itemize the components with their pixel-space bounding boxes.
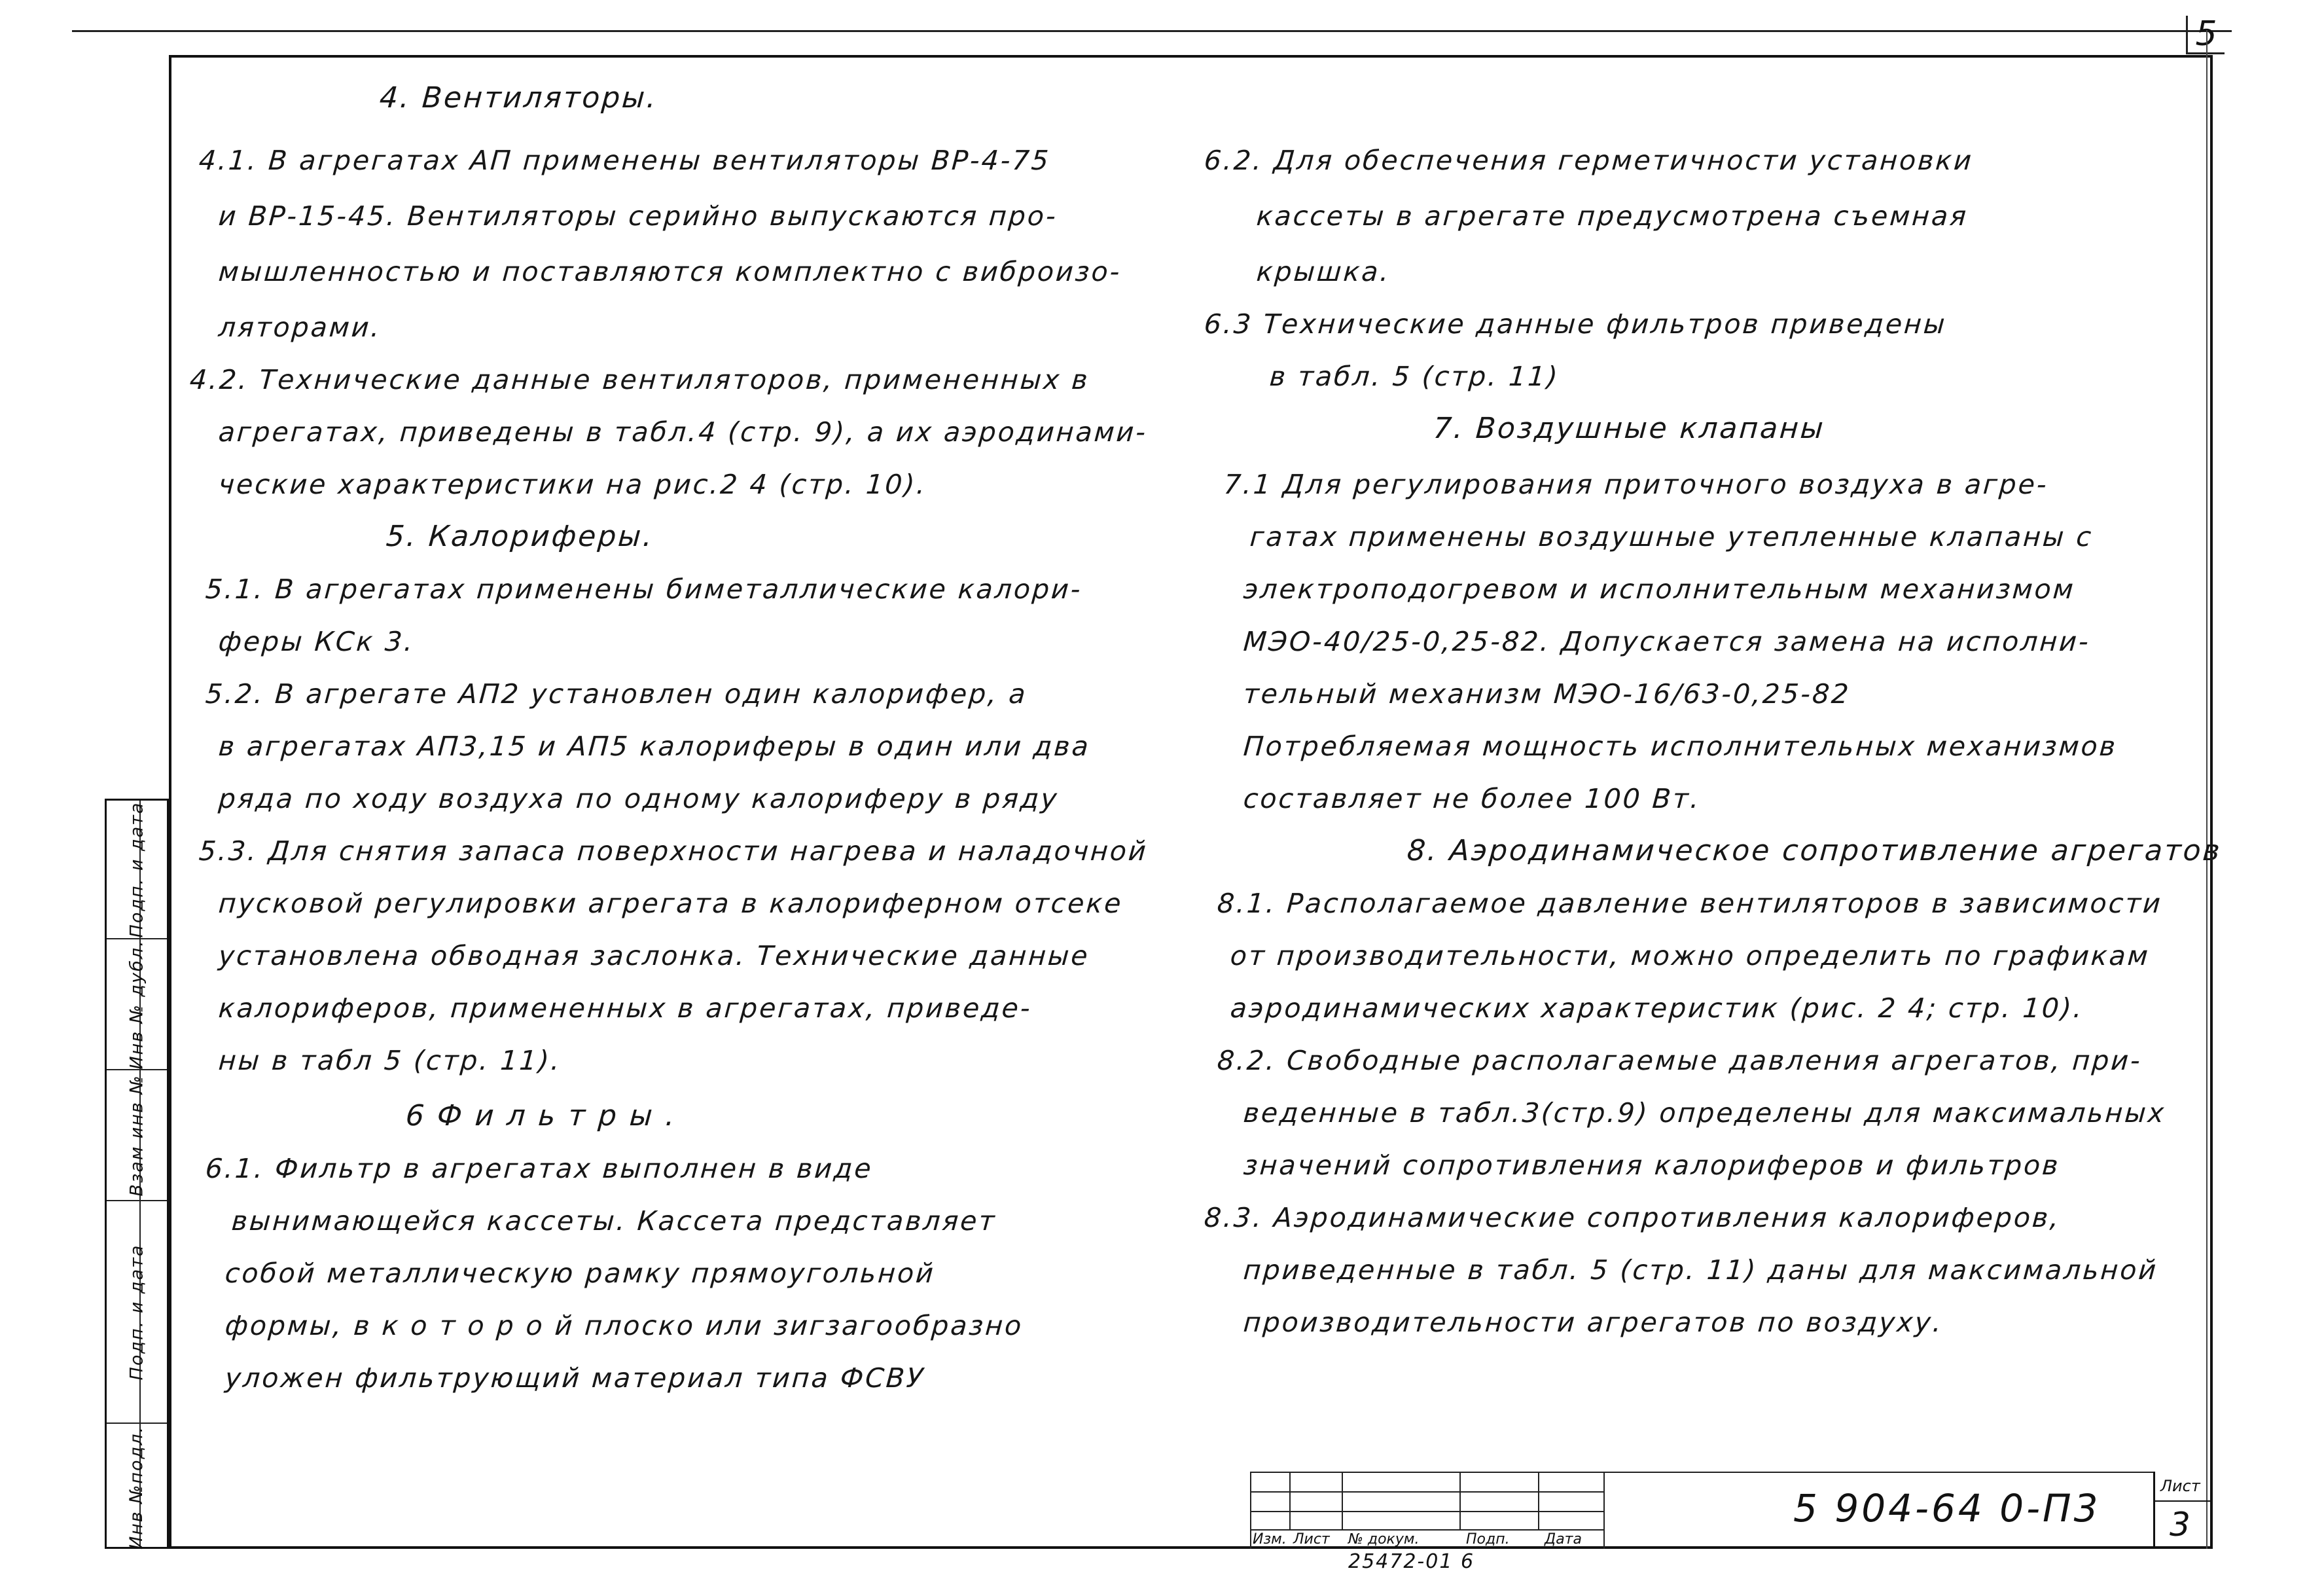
text-line: 4.1. В агрегатах АП применены вентиляторы ВР-4-75 <box>198 145 1052 176</box>
label-document: № докум. <box>1348 1531 1420 1548</box>
sheet-box <box>2153 1472 2213 1549</box>
grid-cell <box>1250 1491 1289 1511</box>
text-line: установлена обводная заслонка. Технические данные <box>217 940 1091 971</box>
stamp-cell-duplicate-no: Инв № дубл. <box>107 938 167 1069</box>
section-heading: 7. Воздушные клапаны <box>1432 412 1827 445</box>
grid-cell <box>1342 1472 1459 1491</box>
text-line: крышка. <box>1255 256 1392 287</box>
text-line: 7.1 Для регулирования приточного воздуха в агре- <box>1223 469 2050 500</box>
text-line: аэродинамических характеристик (рис. 2 4; стр. 10). <box>1229 992 2085 1024</box>
grid-cell <box>1538 1472 1603 1491</box>
text-line: МЭО-40/25-0,25-82. Допускается замена на исполни- <box>1242 626 2092 657</box>
text-line: в агрегатах АП3,15 и АП5 калориферы в один или два <box>217 731 1092 762</box>
text-line: 5.3. Для снятия запаса поверхности нагрева и наладочной <box>198 835 1149 867</box>
text-line: Потребляемая мощность исполнительных механизмов <box>1242 731 2118 762</box>
grid-cell <box>1538 1491 1603 1511</box>
label-sheet: Лист <box>1293 1531 1330 1548</box>
text-line: 8.1. Располагаемое давление вентиляторов в зависимости <box>1216 888 2164 919</box>
grid-cell <box>1459 1491 1538 1511</box>
text-line: тельный механизм МЭО-16/63-0,25-82 <box>1242 678 1852 710</box>
grid-cell <box>1289 1472 1342 1491</box>
text-line: веденные в табл.3(стр.9) определены для максимальных <box>1242 1097 2167 1129</box>
text-line: агрегатах, приведены в табл.4 (стр. 9), а их аэродинами- <box>217 416 1149 448</box>
stamp-cell-signature-date-2: Подп. и дата <box>126 801 147 937</box>
label-signature: Подп. <box>1466 1531 1510 1548</box>
grid-cell <box>1250 1472 1289 1491</box>
text-line: феры КСк 3. <box>217 626 416 657</box>
section-heading: 4. Вентиляторы. <box>378 81 659 115</box>
text-line: вынимающейся кассеты. Кассета предcтавляет <box>230 1205 998 1237</box>
grid-cell <box>1289 1491 1342 1511</box>
text-line: приведенные в табл. 5 (стр. 11) даны для максимальной <box>1242 1254 2159 1286</box>
text-line: собой металлическую рамку прямоугольной <box>224 1258 937 1289</box>
section-heading: 5. Калориферы. <box>385 520 655 553</box>
text-line: от производительности, можно определить по графикам <box>1229 940 2151 971</box>
text-line: электроподогревом и исполнительным механизмом <box>1242 573 2077 605</box>
sheet-value: 3 <box>2170 1506 2190 1544</box>
approval-side-stamp <box>105 799 169 1549</box>
text-line: ческие характеристики на рис.2 4 (стр. 10). <box>217 469 929 500</box>
top-border-line <box>72 30 2232 32</box>
text-line: мышленностью и поставляются комплектно с виброизо- <box>217 256 1123 287</box>
text-line: 5.2. В агрегате АП2 установлен один калорифер, а <box>204 678 1029 710</box>
grid-cell <box>1250 1511 1289 1529</box>
grid-cell <box>1289 1511 1342 1529</box>
text-line: значений сопротивления калориферов и фильтров <box>1242 1150 2062 1181</box>
grid-cell <box>1342 1491 1459 1511</box>
label-change: Изм. <box>1253 1531 1287 1548</box>
document-number: 5 904-64 0-П3 <box>1793 1486 2101 1531</box>
stamp-cell-signature-date: Подп. и дата <box>107 1200 167 1423</box>
text-line: составляет не более 100 Вт. <box>1242 783 1702 814</box>
text-line: калориферов, примененных в агрегатах, приведе- <box>217 992 1033 1024</box>
section-heading: 6 Ф и л ь т р ы . <box>404 1099 678 1133</box>
section-heading: 8. Аэродинамическое сопротивление агрегатов <box>1406 834 2223 867</box>
text-line: ны в табл 5 (стр. 11). <box>217 1045 563 1076</box>
text-line: производительности агрегатов по воздуху. <box>1242 1307 1944 1338</box>
stamp-cell-original-no: Инв №подл. <box>107 1423 167 1551</box>
text-line: и ВР-15-45. Вентиляторы серийно выпускаются про- <box>217 200 1059 232</box>
text-line: 8.3. Аэродинамические сопротивления калориферов, <box>1203 1202 2062 1233</box>
archive-number: 25472-01 6 <box>1348 1550 1475 1573</box>
text-line: пусковой регулировки агрегата в калориферном отсеке <box>217 888 1124 919</box>
grid-cell <box>1459 1511 1538 1529</box>
grid-cell <box>1342 1511 1459 1529</box>
text-line: уложен фильтрующий материал типа ФСВУ <box>224 1362 926 1394</box>
text-line: ляторами. <box>217 312 383 343</box>
sheet-divider <box>2155 1500 2213 1502</box>
grid-cell <box>1459 1472 1538 1491</box>
title-block <box>1250 1472 2213 1549</box>
text-line: 8.2. Свободные располагаемые давления агрегатов, при- <box>1216 1045 2143 1076</box>
text-line: гатах применены воздушные утепленные клапаны с <box>1249 521 2094 553</box>
text-line: ряда по ходу воздуха по одному калориферу в ряду <box>217 783 1060 814</box>
text-line: 6.3 Технические данные фильтров приведены <box>1203 308 1948 340</box>
label-date: Дата <box>1545 1531 1582 1548</box>
grid-cell <box>1538 1511 1603 1529</box>
stamp-cell-replaced-no: Взам инв № <box>107 1069 167 1200</box>
text-line: 5.1. В агрегатах применены биметаллические калори- <box>204 573 1084 605</box>
right-margin-line <box>2206 30 2208 1549</box>
revision-grid <box>1250 1472 1603 1549</box>
text-line: 6.2. Для обеспечения герметичности установки <box>1203 145 1975 176</box>
text-line: 6.1. Фильтр в агрегатах выполнен в виде <box>204 1153 874 1184</box>
sheet-label: Лист <box>2160 1477 2200 1495</box>
sheet-corner-number: 5 <box>2186 16 2225 54</box>
text-line: формы, в к о т о р о й плоско или зигзагообразно <box>224 1310 1025 1341</box>
text-line: в табл. 5 (стр. 11) <box>1268 361 1561 392</box>
text-line: кассеты в агрегате предусмотрена съемная <box>1255 200 1969 232</box>
text-line: 4.2. Технические данные вентиляторов, примененных в <box>188 364 1091 395</box>
